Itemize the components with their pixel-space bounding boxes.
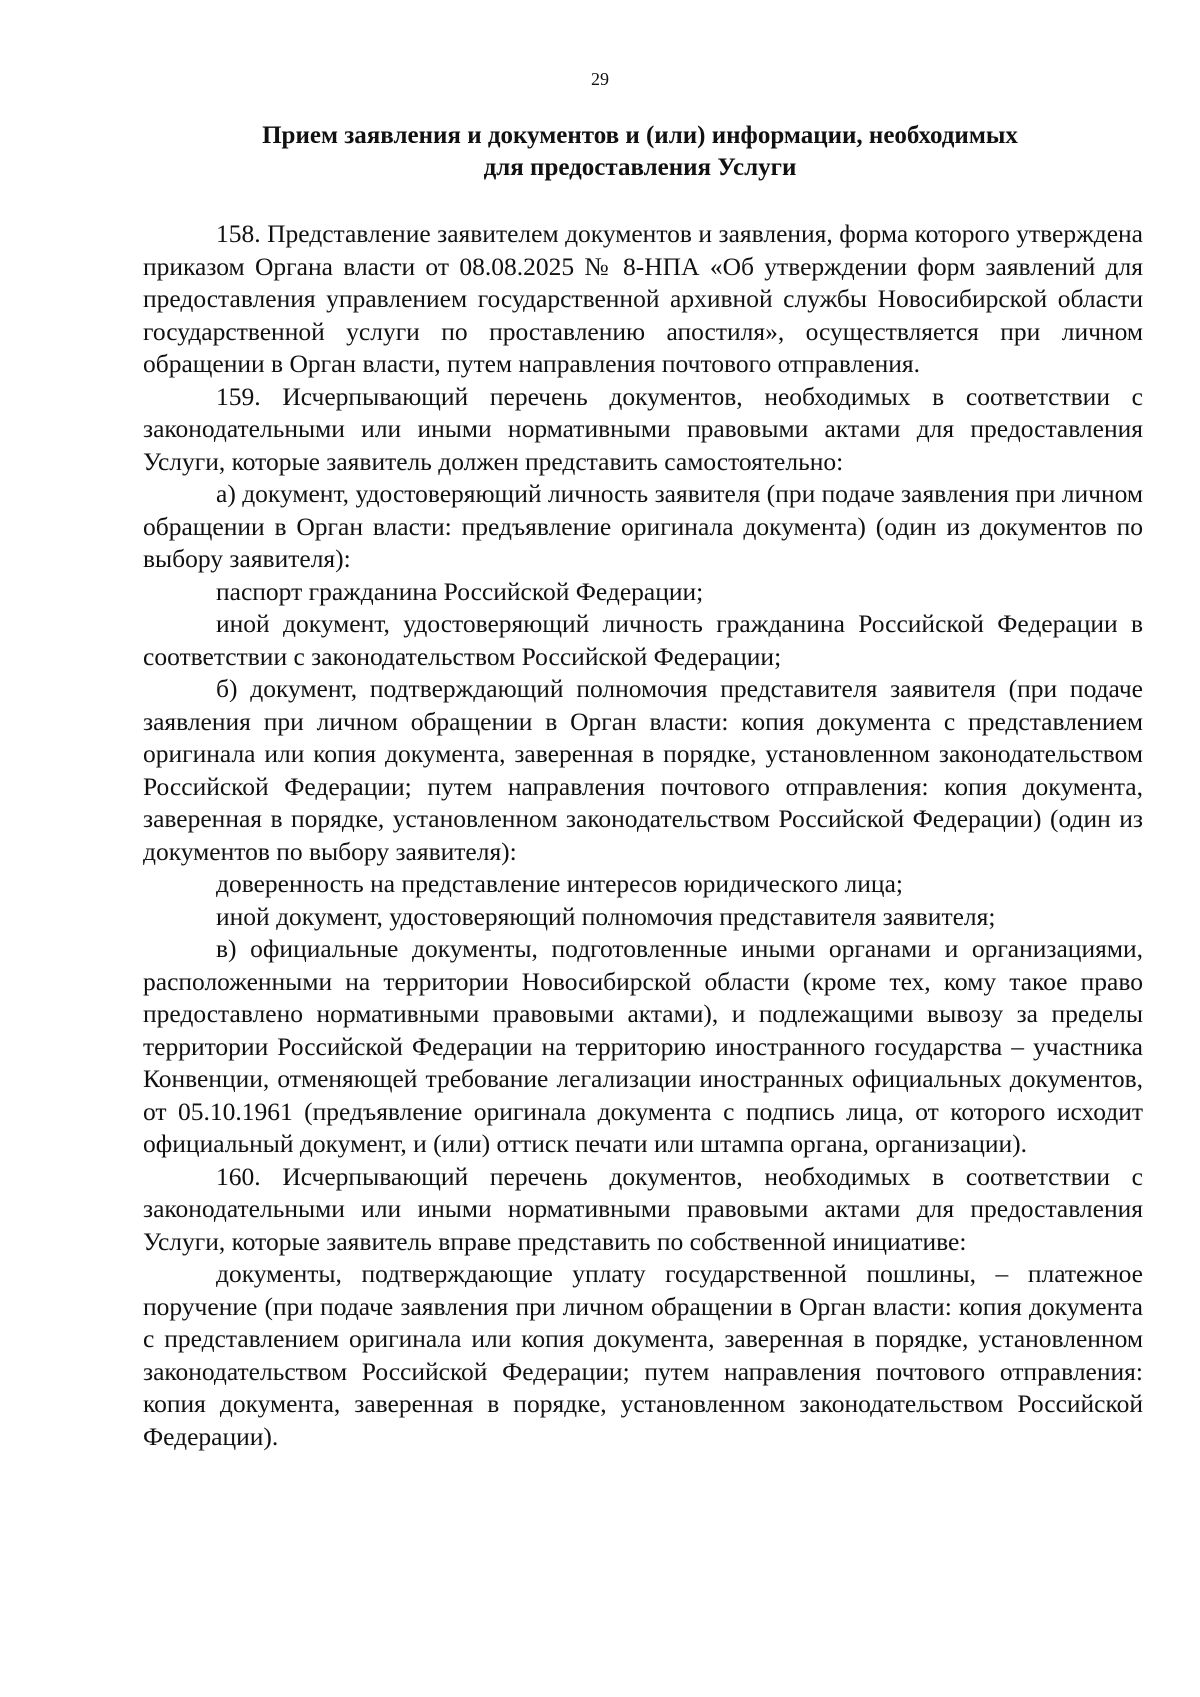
- list-item-v: в) официальные документы, подготовленные иными органами и организациями, расположенными на территории Новосибирской области (кроме тех, кому такое право предоставлено нормативными правовыми актами), и подлежащими вывозу за пределы территории Российской Федерации на территорию иностранного государства – участника Конвенции, отменяющей требование легализации иностранных официальных документов, от 05.10.1961 (предъявление оригинала документа с подпись лица, от которого исходит официальный документ, и (или) оттиск печати или штампа органа, организации).: [143, 934, 1143, 1158]
- paragraph-159: 159. Исчерпывающий перечень документов, необходимых в соответствии с законодательными или иными нормативными правовыми актами для предоставления Услуги, которые заявитель должен представить самостоятельно:: [143, 381, 1143, 476]
- list-subitem-power-of-attorney: доверенность на представление интересов юридического лица;: [216, 869, 903, 898]
- page-number: 29: [591, 69, 609, 89]
- section-heading: [140, 120, 1140, 184]
- section-heading-line-1: Прием заявления и документов и (или) информации, необходимых: [262, 122, 1018, 149]
- list-subitem-other-identity-document: иной документ, удостоверяющий личность гражданина Российской Федерации в соответствии с законодательством Российской Федерации;: [143, 609, 1143, 671]
- paragraph-158: 158. Представление заявителем документов и заявления, форма которого утверждена приказом Органа власти от 08.08.2025 № 8-НПА «Об утверждении форм заявлений для предоставления управлением государственной архивной службы Новосибирской области государственной услуги по проставлению апостиля», осуществляется при личном обращении в Орган власти, путем направления почтового отправления.: [143, 219, 1143, 378]
- document-body: [143, 218, 1143, 1453]
- paragraph-160: 160. Исчерпывающий перечень документов, необходимых в соответствии с законодательными или иными нормативными правовыми актами для предоставления Услуги, которые заявитель вправе представить по собственной инициативе:: [143, 1161, 1143, 1256]
- list-subitem-passport: паспорт гражданина Российской Федерации;: [216, 576, 704, 606]
- list-subitem-other-authority-document: иной документ, удостоверяющий полномочия представителя заявителя;: [216, 901, 996, 931]
- section-heading-line-2: для предоставления Услуги: [483, 154, 797, 181]
- list-subitem-state-fee-documents: документы, подтверждающие уплату государственной пошлины, – платежное поручение (при подаче заявления при личном обращении в Орган власти: копия документа с представлением оригинала или копия документа, заверенная в порядке, установленном законодательством Российской Федерации; путем направления почтового отправления: копия документа, заверенная в порядке, установленном законодательством Российской Федерации).: [143, 1259, 1143, 1451]
- list-item-a: а) документ, удостоверяющий личность заявителя (при подаче заявления при личном обращении в Орган власти: предъявление оригинала документа) (один из документов по выбору заявителя):: [143, 479, 1143, 573]
- list-item-b: б) документ, подтверждающий полномочия представителя заявителя (при подаче заявления при личном обращении в Орган власти: копия документа с представлением оригинала или копия документа, заверенная в порядке, установленном законодательством Российской Федерации; путем направления почтового отправления: копия документа, заверенная в порядке, установленном законодательством Российской Федерации) (один из документов по выбору заявителя):: [143, 674, 1143, 866]
